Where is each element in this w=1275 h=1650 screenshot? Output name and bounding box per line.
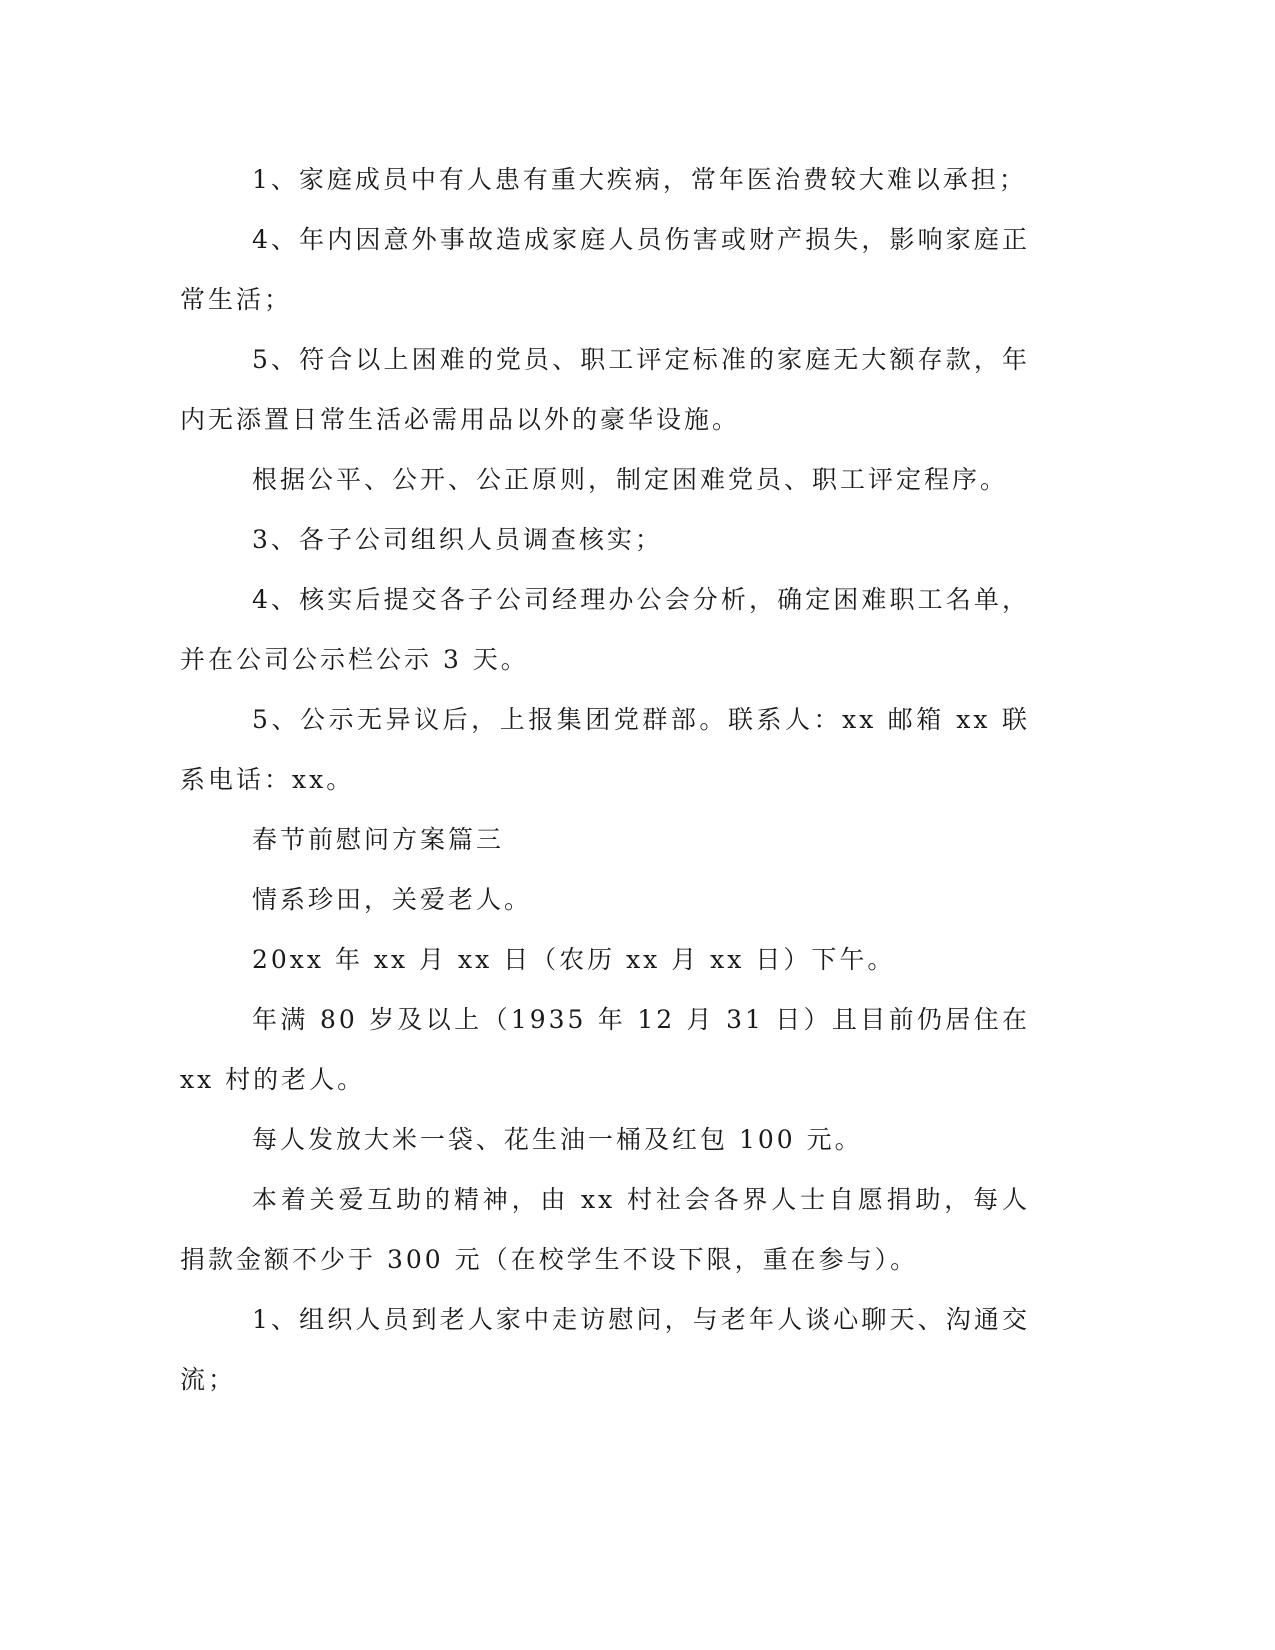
paragraph-13: 本着关爱互助的精神，由 xx 村社会各界人士自愿捐助，每人捐款金额不少于 300 元（在校学生不设下限，重在参与）。 [180,1185,1030,1274]
paragraph-10: 20xx 年 xx 月 xx 日（农历 xx 月 xx 日）下午。 [252,945,896,974]
paragraph-9: 情系珍田，关爱老人。 [252,885,533,914]
paragraph-4: 根据公平、公开、公正原则，制定困难党员、职工评定程序。 [252,465,1009,494]
paragraph-2: 4、年内因意外事故造成家庭人员伤害或财产损失，影响家庭正常生活； [180,225,1030,314]
paragraph-5: 3、各子公司组织人员调查核实； [252,525,663,554]
paragraph-1: 1、家庭成员中有人患有重大疾病，常年医治费较大难以承担； [252,165,1027,194]
paragraph-3: 5、符合以上困难的党员、职工评定标准的家庭无大额存款，年内无添置日常生活必需用品以外的豪华设施。 [180,345,1030,434]
paragraph-14: 1、组织人员到老人家中走访慰问，与老年人谈心聊天、沟通交流； [180,1305,1030,1394]
section-heading: 春节前慰问方案篇三 [252,825,505,854]
paragraph-12: 每人发放大米一袋、花生油一桶及红包 100 元。 [252,1125,863,1154]
paragraph-11: 年满 80 岁及以上（1935 年 12 月 31 日）且目前仍居住在 xx 村的老人。 [180,1005,1030,1094]
paragraph-7: 5、公示无异议后，上报集团党群部。联系人：xx 邮箱 xx 联系电话：xx。 [180,705,1030,794]
paragraph-6: 4、核实后提交各子公司经理办公会分析，确定困难职工名单，并在公司公示栏公示 3 天。 [180,585,1030,674]
document-body [180,150,1030,1410]
